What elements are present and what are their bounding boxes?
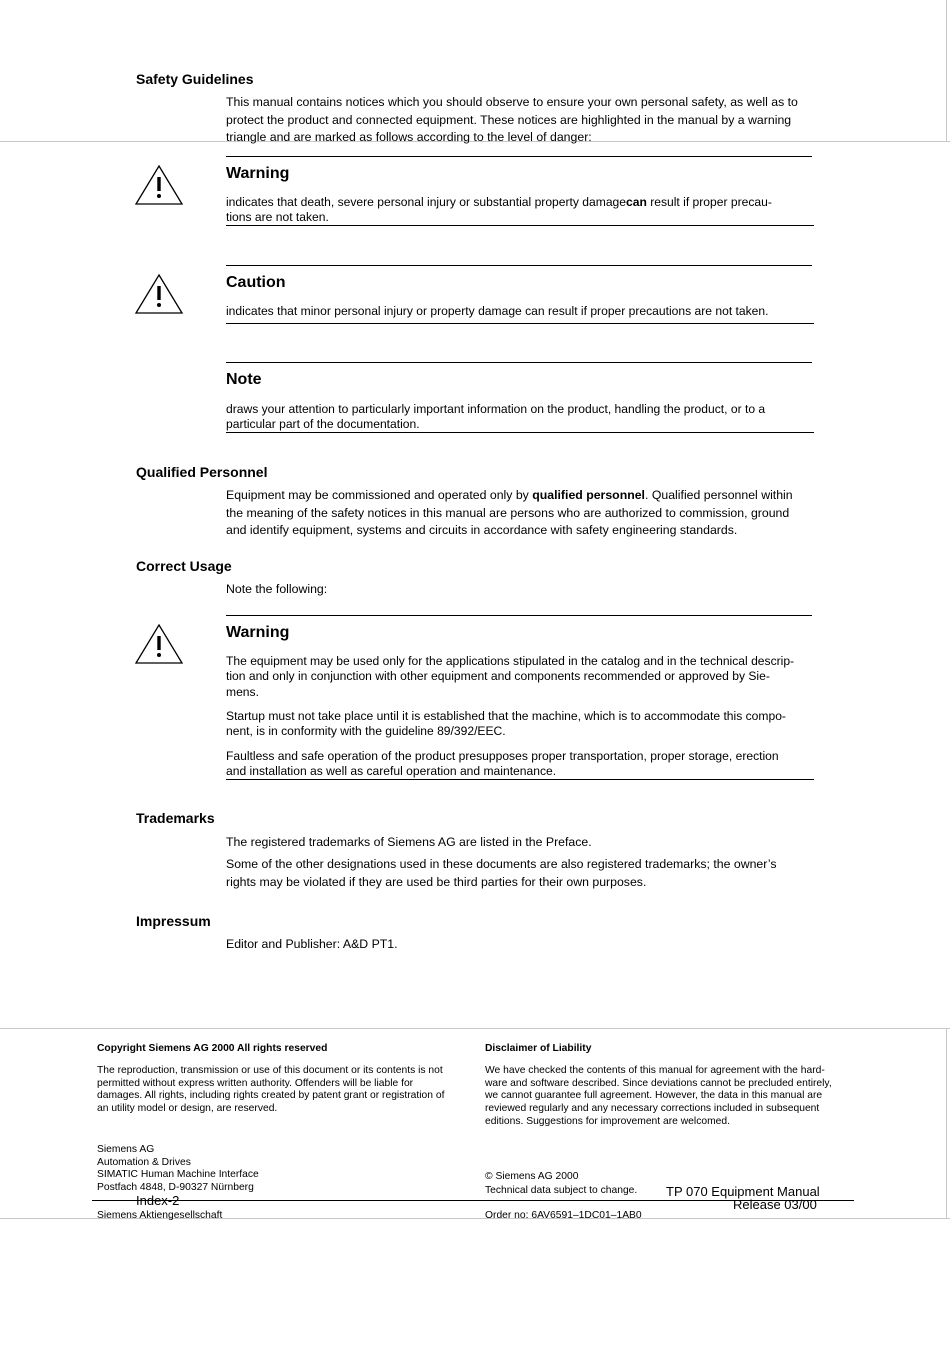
copyright-line: permitted without express written authority. Offenders will be liable for	[97, 1077, 414, 1089]
copyright-line: The reproduction, transmission or use of this document or its contents is not	[97, 1065, 443, 1076]
note-text	[226, 402, 818, 433]
disclaimer-line: reviewed regularly and any necessary corrections included in subsequent	[485, 1103, 820, 1115]
usage-warning-line: tion and only in conjunction with other equipment and components recommended or approved by Sie-	[226, 669, 770, 684]
usage-warning-line: mens.	[226, 684, 259, 699]
usage-heading: Correct Usage	[136, 558, 232, 574]
note-top-rule	[226, 362, 812, 363]
disclaimer-heading: Disclaimer of Liability	[485, 1043, 592, 1054]
note-title: Note	[226, 371, 262, 388]
usage-warning-bottom-rule	[226, 779, 814, 780]
caution-top-rule	[226, 265, 812, 266]
usage-warning-p3	[226, 749, 818, 780]
usage-warning-line: The equipment may be used only for the applications stipulated in the catalog and in the technical descrip-	[226, 654, 795, 668]
usage-warning-p1	[226, 654, 818, 700]
usage-intro: Note the following:	[226, 582, 328, 596]
warning-title: Warning	[226, 165, 290, 182]
manual-title: TP 070 Equipment Manual	[666, 1184, 820, 1199]
trademarks-heading: Trademarks	[136, 810, 215, 826]
usage-warning-line: nent, is in conformity with the guideline 89/392/EEC.	[226, 724, 506, 739]
usage-warning-triangle-icon	[134, 623, 184, 665]
disclaimer-line: we cannot guarantee full agreement. However, the data in this manual are	[485, 1090, 823, 1102]
frame-line-footer-top	[0, 1028, 950, 1029]
release-label: Release 03/00	[733, 1197, 817, 1212]
safety-heading: Safety Guidelines	[136, 71, 254, 87]
frame-line-right-upper	[946, 0, 947, 141]
disclaimer-line: We have checked the contents of this manual for agreement with the hard-	[485, 1065, 825, 1076]
warning-text-part: indicates that death, severe personal injury or substantial property damage	[226, 195, 626, 209]
safety-intro-line: protect the product and connected equipment. These notices are highlighted in the manual by a warning	[226, 112, 792, 127]
warning-top-rule	[226, 156, 812, 157]
safety-intro	[226, 94, 816, 147]
qualified-text	[226, 487, 816, 540]
usage-warning-line: Faultless and safe operation of the product presupposes proper transportation, proper storage, erection	[226, 749, 779, 763]
warning-text	[226, 195, 818, 226]
caution-triangle-icon	[134, 273, 184, 315]
copyright-heading: Copyright Siemens AG 2000 All rights reserved	[97, 1043, 328, 1054]
note-text-line: draws your attention to particularly important information on the product, handling the product, or to a	[226, 402, 766, 416]
company-legal-name: Siemens Aktiengesellschaft	[97, 1210, 223, 1221]
qualified-line: and identify equipment, systems and circuits in accordance with safety engineering standards.	[226, 523, 738, 537]
warning-triangle-icon	[134, 164, 184, 206]
tech-change-note: Technical data subject to change.	[485, 1185, 638, 1196]
safety-intro-line: This manual contains notices which you should observe to ensure your own personal safety, as well as to	[226, 95, 798, 109]
address-line: Postfach 4848, D-90327 Nürnberg	[97, 1182, 254, 1194]
disclaimer-line: editions. Suggestions for improvement are welcomed.	[485, 1115, 730, 1127]
trademarks-line: Some of the other designations used in these documents are also registered trademarks; the owner’s	[226, 857, 777, 871]
warning-text-part: result if proper precau-	[646, 195, 772, 209]
copyright-text	[97, 1065, 477, 1116]
copyright-line: damages. All rights, including rights created by patent grant or registration of	[97, 1090, 445, 1102]
warning-text-line: tions are not taken.	[226, 210, 329, 225]
qualified-line-part: . Qualified personnel within	[644, 488, 793, 502]
caution-text: indicates that minor personal injury or property damage can result if proper precautions are not taken.	[226, 304, 769, 318]
address-line: Siemens AG	[97, 1144, 155, 1155]
usage-warning-p2	[226, 709, 818, 740]
usage-warning-line: Startup must not take place until it is established that the machine, which is to accommodate this compo-	[226, 709, 786, 723]
copyright-line: an utility model or design, are reserved.	[97, 1103, 278, 1115]
trademarks-line: rights may be violated if they are used be third parties for their own purposes.	[226, 874, 647, 889]
address-block	[97, 1144, 357, 1195]
page-number: Index-2	[136, 1193, 180, 1208]
qualified-line: the meaning of the safety notices in this manual are persons who are authorized to commission, ground	[226, 505, 790, 520]
usage-warning-title: Warning	[226, 624, 290, 641]
warning-text-line	[226, 195, 818, 210]
disclaimer-line: ware and software described. Since deviations cannot be precluded entirely,	[485, 1077, 832, 1089]
copyright-mark: © Siemens AG 2000	[485, 1171, 579, 1182]
warning-bottom-rule	[226, 225, 814, 226]
warning-text-bold: can	[626, 195, 647, 209]
impressum-heading: Impressum	[136, 913, 211, 929]
safety-intro-line: triangle and are marked as follows according to the level of danger:	[226, 130, 592, 144]
qualified-heading: Qualified Personnel	[136, 464, 268, 480]
note-bottom-rule	[226, 432, 814, 433]
disclaimer-text	[485, 1065, 875, 1129]
order-number: Order no: 6AV6591–1DC01–1AB0	[485, 1210, 642, 1221]
caution-title: Caution	[226, 274, 286, 291]
frame-line-right-lower	[946, 1028, 947, 1218]
impressum-line: Editor and Publisher: A&D PT1.	[226, 937, 398, 951]
qualified-bold: qualified personnel	[532, 488, 645, 502]
caution-bottom-rule	[226, 323, 814, 324]
trademarks-para	[226, 856, 816, 891]
usage-warning-line: and installation as well as careful operation and maintenance.	[226, 764, 557, 779]
usage-warning-top-rule	[226, 615, 812, 616]
qualified-line	[226, 487, 816, 505]
address-line: SIMATIC Human Machine Interface	[97, 1169, 259, 1181]
address-line: Automation & Drives	[97, 1156, 191, 1168]
trademarks-line-1: The registered trademarks of Siemens AG are listed in the Preface.	[226, 835, 592, 849]
note-text-line: particular part of the documentation.	[226, 417, 420, 432]
qualified-line-part: Equipment may be commissioned and operated only by	[226, 488, 533, 502]
